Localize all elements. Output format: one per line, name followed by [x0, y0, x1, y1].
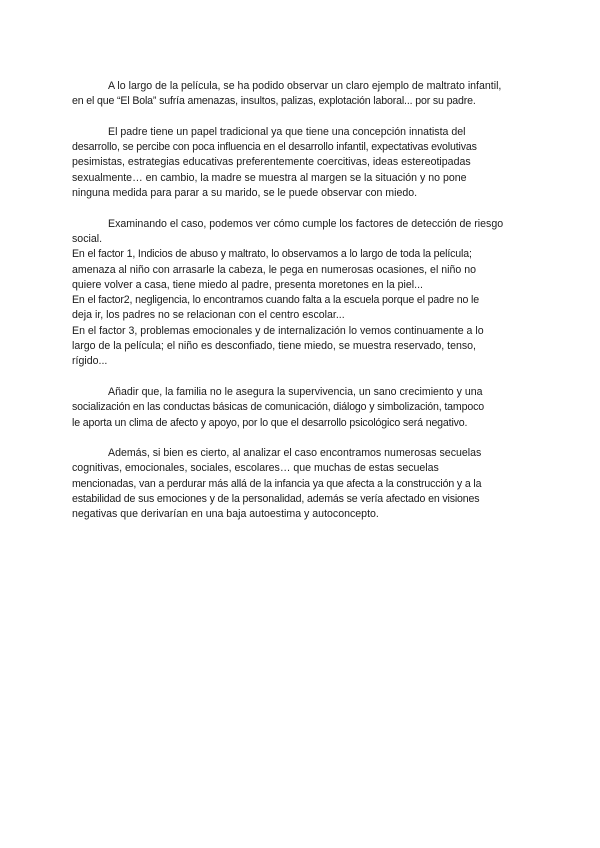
- paragraph-line: sexualmente… en cambio, la madre se muestra al margen se la situación y no pone: [72, 171, 467, 184]
- paragraph-line: socialización en las conductas básicas de comunicación, diálogo y simbolización, tampoco: [72, 401, 484, 414]
- paragraph-line: social.: [72, 232, 103, 245]
- paragraph-line: le aporta un clima de afecto y apoyo, por lo que el desarrollo psicológico será negativo.: [72, 416, 468, 429]
- paragraph-line: rígido...: [72, 355, 108, 368]
- paragraph-line: A lo largo de la película, se ha podido observar un claro ejemplo de maltrato infantil,: [108, 80, 502, 92]
- paragraph-line: En el factor 1, Indicios de abuso y maltrato, lo observamos a lo largo de toda la película;: [72, 248, 472, 261]
- paragraph-line: Añadir que, la familia no le asegura la supervivencia, un sano crecimiento y una: [108, 385, 483, 398]
- paragraph-line: pesimistas, estrategias educativas preferentemente coercitivas, ideas estereotipadas: [72, 156, 471, 169]
- paragraph-line: estabilidad de sus emociones y de la personalidad, además se vería afectado en visiones: [72, 493, 480, 506]
- paragraph-3: [72, 217, 530, 370]
- paragraph-line: Examinando el caso, podemos ver cómo cumple los factores de detección de riesgo: [108, 217, 504, 230]
- paragraph-line: negativas que derivarían en una baja autoestima y autoconcepto.: [72, 508, 379, 521]
- paragraph-2: [72, 125, 530, 201]
- paragraph-line: mencionadas, van a perdurar más allá de la infancia ya que afecta a la construcción y a la: [72, 477, 482, 490]
- paragraph-line: El padre tiene un papel tradicional ya que tiene una concepción innatista del: [108, 125, 466, 138]
- document-page: [72, 79, 530, 523]
- paragraph-1: [72, 79, 530, 110]
- paragraph-line: largo de la película; el niño es desconfiado, tiene miedo, se muestra reservado, tenso,: [72, 340, 476, 353]
- paragraph-gap: [72, 201, 530, 216]
- paragraph-line: desarrollo, se percibe con poca influencia en el desarrollo infantil, expectativas evolutivas: [72, 141, 477, 154]
- paragraph-line: cognitivas, emocionales, sociales, escolares… que muchas de estas secuelas: [72, 462, 439, 475]
- paragraph-line: En el factor 3, problemas emocionales y de internalización lo vemos continuamente a lo: [72, 324, 484, 337]
- paragraph-5: [72, 446, 530, 522]
- paragraph-line: quiere volver a casa, tiene miedo al padre, presenta moretones en la piel...: [72, 278, 423, 291]
- paragraph-line: ninguna medida para parar a su marido, se le puede observar con miedo.: [72, 187, 418, 200]
- paragraph-line: amenaza al niño con arrasarle la cabeza, le pega en numerosas ocasiones, el niño no: [72, 263, 476, 276]
- paragraph-line: Además, si bien es cierto, al analizar el caso encontramos numerosas secuelas: [108, 447, 482, 460]
- paragraph-gap: [72, 431, 530, 446]
- paragraph-gap: [72, 110, 530, 125]
- paragraph-line: en el que “El Bola” sufría amenazas, insultos, palizas, explotación laboral... por su padre.: [72, 95, 476, 108]
- paragraph-line: En el factor2, negligencia, lo encontramos cuando falta a la escuela porque el padre no le: [72, 294, 479, 307]
- paragraph-line: deja ir, los padres no se relacionan con el centro escolar...: [72, 309, 345, 322]
- paragraph-4: [72, 385, 530, 431]
- paragraph-gap: [72, 370, 530, 385]
